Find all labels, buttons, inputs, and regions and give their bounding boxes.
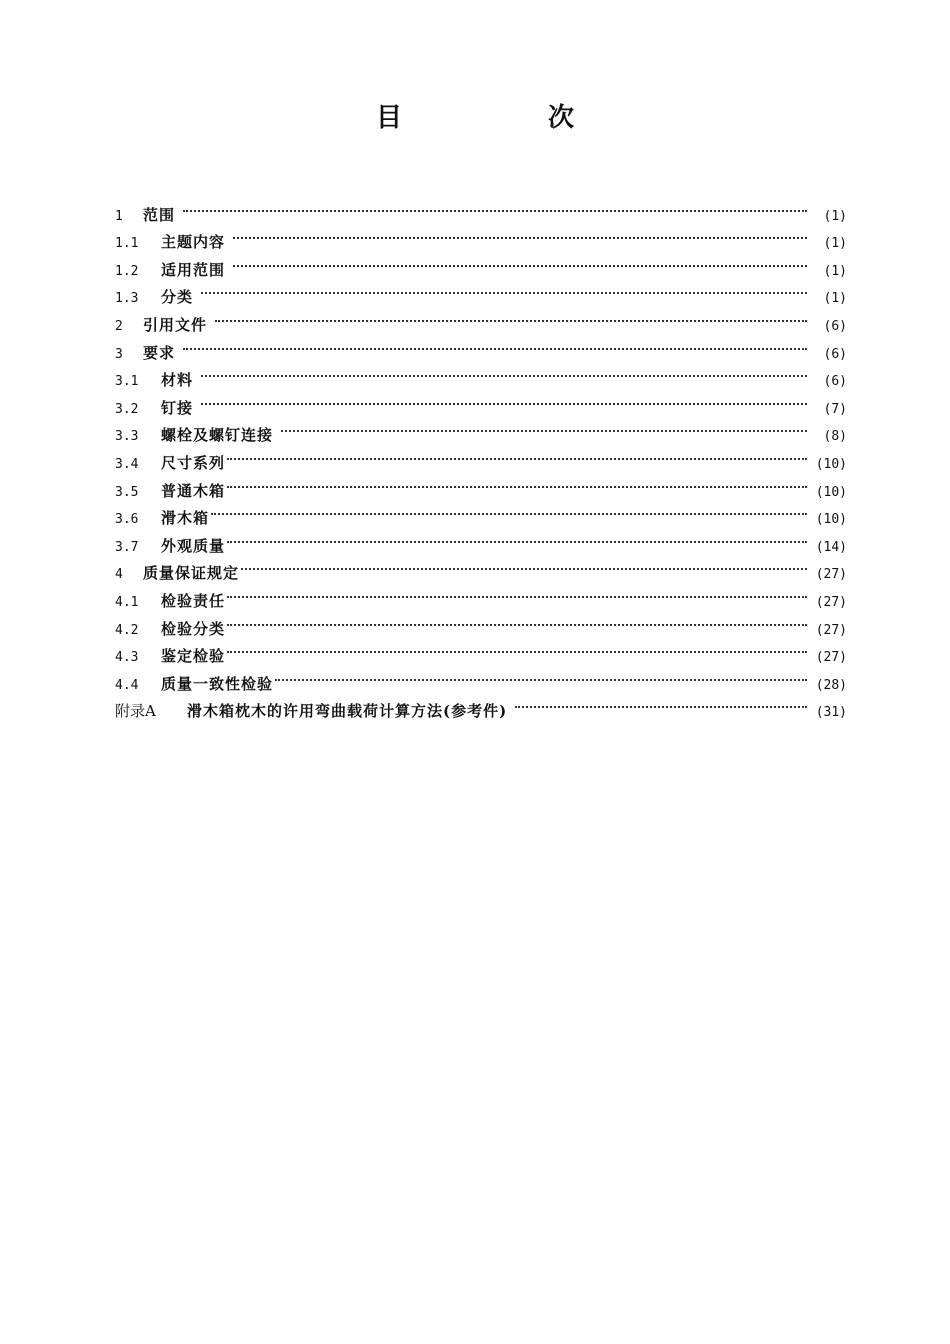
toc-number: 3.7 [115, 539, 139, 555]
toc-page-number: (1) [823, 236, 847, 252]
toc-number: 3 [115, 346, 123, 362]
toc-title: 检验责任 [161, 591, 226, 610]
toc-title: 质量一致性检验 [161, 674, 274, 693]
page-title: 目 次 [375, 103, 634, 133]
toc-title: 适用范围 [161, 260, 226, 279]
toc-number: 1.1 [115, 236, 139, 252]
dot-leader [227, 440, 807, 468]
toc-title: 质量保证规定 [143, 564, 240, 583]
toc-entry-3-7[interactable] [115, 523, 847, 555]
dot-leader [233, 247, 807, 275]
toc-title: 尺寸系列 [161, 453, 226, 472]
toc-number: 4.1 [115, 594, 139, 610]
toc-page-number: (1) [823, 263, 847, 279]
toc-title: 外观质量 [161, 536, 226, 555]
dot-leader [241, 551, 807, 579]
dot-leader [227, 634, 807, 662]
dot-leader [281, 413, 807, 441]
toc-entry-3-3[interactable] [115, 413, 847, 445]
toc-page-number: (6) [823, 374, 847, 390]
toc-page-number: (7) [823, 401, 847, 417]
toc-title: 滑木箱 [161, 509, 210, 528]
toc-number: 3.3 [115, 429, 139, 445]
toc-number: 3.6 [115, 512, 139, 528]
toc-entry-1-3[interactable] [115, 275, 847, 307]
dot-leader [275, 661, 807, 689]
toc-entry-3-2[interactable] [115, 385, 847, 417]
toc-title: 鉴定检验 [161, 647, 226, 666]
dot-leader [227, 606, 807, 634]
toc-title: 分类 [161, 288, 194, 307]
toc-title: 滑木箱枕木的许用弯曲载荷计算方法(参考件) [187, 702, 508, 721]
toc-entry-1-1[interactable] [115, 220, 847, 252]
toc-title: 材料 [161, 371, 194, 390]
toc-number: 3.5 [115, 484, 139, 500]
toc-number: 4.2 [115, 622, 139, 638]
table-of-contents [115, 192, 847, 721]
toc-number: 3.2 [115, 401, 139, 417]
toc-title: 钉接 [161, 398, 194, 417]
dot-leader [233, 220, 807, 248]
toc-page-number: (27) [815, 622, 847, 638]
toc-page-number: (31) [815, 705, 847, 721]
toc-title: 螺栓及螺钉连接 [161, 426, 274, 445]
toc-number: 4 [115, 567, 123, 583]
dot-leader [201, 358, 807, 386]
toc-number: 附录A [115, 702, 156, 721]
toc-number: 3.4 [115, 456, 139, 472]
toc-number: 2 [115, 318, 123, 334]
toc-page-number: (10) [815, 484, 847, 500]
toc-entry-3[interactable] [115, 330, 847, 362]
toc-page-number: (27) [815, 650, 847, 666]
toc-page-number: (27) [815, 594, 847, 610]
toc-page-number: (28) [815, 677, 847, 693]
toc-title: 主题内容 [161, 233, 226, 252]
toc-page-number: (14) [815, 539, 847, 555]
toc-page-number: (6) [823, 346, 847, 362]
dot-leader [201, 275, 807, 303]
toc-number: 1.3 [115, 291, 139, 307]
toc-entry-2[interactable] [115, 302, 847, 334]
dot-leader [227, 468, 807, 496]
toc-number: 1.2 [115, 263, 139, 279]
dot-leader [515, 689, 807, 717]
dot-leader [183, 192, 807, 220]
toc-title: 引用文件 [143, 315, 208, 334]
toc-number: 4.4 [115, 677, 139, 693]
toc-page-number: (6) [823, 318, 847, 334]
toc-title: 检验分类 [161, 619, 226, 638]
toc-page-number: (27) [815, 567, 847, 583]
dot-leader [227, 578, 807, 606]
toc-page-number: (10) [815, 456, 847, 472]
toc-title: 要求 [143, 343, 176, 362]
toc-page-number: (10) [815, 512, 847, 528]
toc-entry-1[interactable] [115, 192, 847, 224]
toc-number: 1 [115, 208, 123, 224]
dot-leader [215, 302, 807, 330]
toc-number: 3.1 [115, 374, 139, 390]
toc-page-number: (1) [823, 208, 847, 224]
toc-page-number: (1) [823, 291, 847, 307]
toc-title: 范围 [143, 205, 176, 224]
dot-leader [201, 385, 807, 413]
toc-entry-3-1[interactable] [115, 358, 847, 390]
dot-leader [183, 330, 807, 358]
dot-leader [211, 496, 807, 524]
toc-page-number: (8) [823, 429, 847, 445]
toc-title: 普通木箱 [161, 481, 226, 500]
toc-entry-3-6[interactable] [115, 496, 847, 528]
dot-leader [227, 523, 807, 551]
toc-number: 4.3 [115, 650, 139, 666]
